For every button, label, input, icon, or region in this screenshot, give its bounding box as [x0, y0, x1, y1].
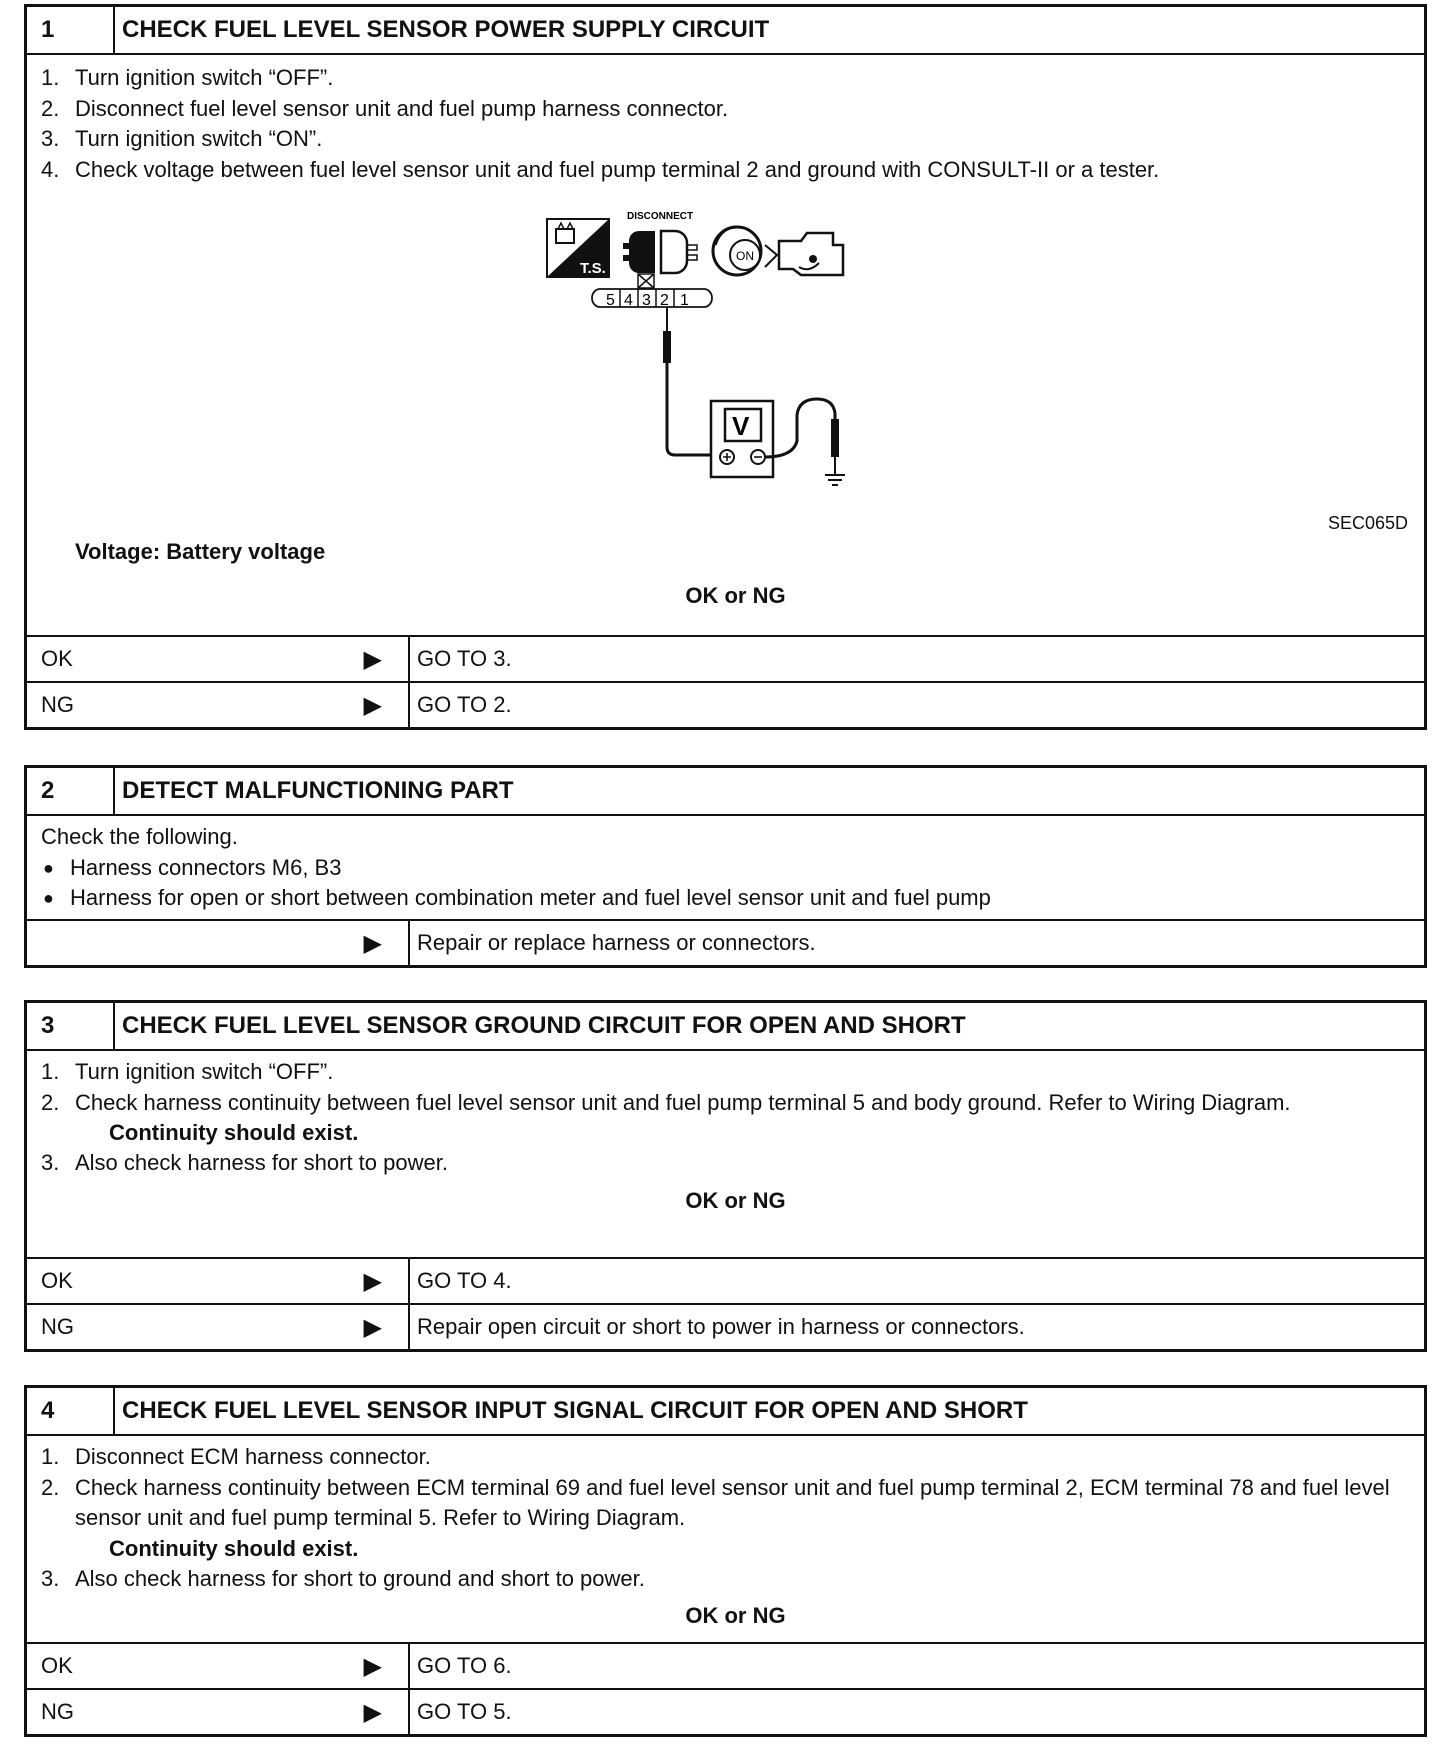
arrow-icon: ▶: [363, 645, 382, 673]
harness-connector: [592, 274, 712, 309]
voltmeter: [711, 401, 773, 477]
ground-lead: [765, 399, 845, 485]
intro-text: Check the following.: [41, 824, 238, 849]
pin-label: 5: [606, 292, 615, 309]
action-row: [27, 919, 1424, 965]
step-3-body: [27, 1051, 1424, 1219]
list-item: 1. Disconnect ECM harness connector.: [41, 1444, 431, 1469]
arrow-icon: ▶: [363, 1313, 382, 1341]
arrow-icon: ▶: [363, 1652, 382, 1680]
ok-row: [27, 1642, 1424, 1688]
voltage-check-figure: [41, 185, 1410, 560]
step-2-body: [27, 816, 1424, 914]
arrow-icon: ▶: [363, 1267, 382, 1295]
list-item: 3. Turn ignition switch “ON”.: [41, 126, 323, 151]
step-2-header: [27, 768, 1424, 816]
list-item: 2. Disconnect fuel level sensor unit and fuel pump harness connector.: [41, 95, 729, 121]
step-title: DETECT MALFUNCTIONING PART: [122, 777, 514, 804]
spec-text: Voltage: Battery voltage: [75, 539, 326, 564]
on-label: ON: [736, 249, 754, 263]
list-item: 2. Check harness continuity between fuel level sensor unit and fuel pump terminal 5 and body ground. Refer to Wiring Diagram.: [41, 1089, 1291, 1115]
result-action: GO TO 6.: [417, 1653, 512, 1678]
service-icon: [547, 219, 609, 277]
arrow-icon: ▶: [363, 691, 382, 719]
decision-label: OK or NG: [685, 1187, 786, 1213]
spec-text: Continuity should exist.: [109, 1535, 359, 1561]
decision-label: OK or NG: [685, 1603, 786, 1628]
result-label: NG: [41, 692, 74, 717]
ts-icon-label: T.S.: [580, 260, 606, 277]
result-label: NG: [41, 1699, 74, 1724]
list-item: 2. Check harness continuity between ECM terminal 69 and fuel level sensor unit and fuel pump terminal 2, ECM terminal 78 and fuel level sensor unit and fuel pump terminal 5. Refer to Wiring Diagram.: [41, 1474, 1390, 1530]
probe-lead: [663, 307, 717, 455]
step-title: CHECK FUEL LEVEL SENSOR INPUT SIGNAL CIRCUIT FOR OPEN AND SHORT: [122, 1397, 1028, 1424]
ok-row: [27, 1257, 1424, 1303]
list-item: 3. Also check harness for short to power.: [41, 1150, 448, 1175]
pin-label: 2: [660, 292, 669, 309]
spec-text: Continuity should exist.: [109, 1120, 359, 1145]
disconnect-label: DISCONNECT: [627, 211, 694, 222]
arrow-icon: ▶: [363, 929, 382, 957]
meter-label: V: [732, 411, 750, 441]
result-action: Repair or replace harness or connectors.: [417, 930, 816, 955]
pin-label: 3: [642, 292, 651, 309]
step-1-header: [27, 7, 1424, 55]
disconnect-icon: [623, 211, 697, 273]
result-action: GO TO 2.: [417, 692, 512, 717]
step-number: 2: [27, 768, 115, 814]
ng-row: [27, 681, 1424, 727]
result-action: GO TO 4.: [417, 1268, 512, 1293]
list-item: ● Harness connectors M6, B3: [43, 854, 342, 880]
engine-icon: [765, 233, 843, 275]
step-2-section: [24, 765, 1427, 968]
step-4-body: [27, 1436, 1424, 1634]
list-item: 4. Check voltage between fuel level sensor unit and fuel pump terminal 2 and ground with CONSULT-II or a tester.: [41, 156, 1160, 182]
ng-row: [27, 1303, 1424, 1349]
step-1-body: [27, 55, 1424, 614]
list-item: 1. Turn ignition switch “OFF”.: [41, 65, 334, 90]
step-4-section: [24, 1385, 1427, 1737]
wiring-diagram: [27, 185, 1397, 560]
list-item: 3. Also check harness for short to ground and short to power.: [41, 1565, 645, 1591]
step-number: 1: [27, 7, 115, 53]
step-4-header: [27, 1388, 1424, 1436]
result-action: GO TO 3.: [417, 646, 512, 671]
step-number: 4: [27, 1388, 115, 1434]
step-1-section: [24, 4, 1427, 730]
pin-label: 4: [624, 292, 633, 309]
result-label: OK: [41, 1268, 73, 1293]
step-title: CHECK FUEL LEVEL SENSOR GROUND CIRCUIT FOR OPEN AND SHORT: [122, 1012, 966, 1039]
result-label: NG: [41, 1314, 74, 1339]
result-label: OK: [41, 1653, 73, 1678]
list-item: ● Harness for open or short between combination meter and fuel level sensor unit and fuel pump: [43, 885, 991, 910]
arrow-icon: ▶: [363, 1698, 382, 1726]
ignition-on-icon: [713, 227, 761, 275]
figure-code: SEC065D: [1327, 513, 1408, 533]
decision-label: OK or NG: [685, 583, 786, 608]
ng-row: [27, 1688, 1424, 1734]
result-action: Repair open circuit or short to power in harness or connectors.: [417, 1314, 1025, 1339]
step-3-header: [27, 1003, 1424, 1051]
step-title: CHECK FUEL LEVEL SENSOR POWER SUPPLY CIRCUIT: [122, 16, 770, 43]
result-label: OK: [41, 646, 73, 671]
pin-label: 1: [680, 292, 689, 309]
step-number: 3: [27, 1003, 115, 1049]
ok-row: [27, 635, 1424, 681]
list-item: 1. Turn ignition switch “OFF”.: [41, 1059, 334, 1084]
result-action: GO TO 5.: [417, 1699, 512, 1724]
step-3-section: [24, 1000, 1427, 1352]
